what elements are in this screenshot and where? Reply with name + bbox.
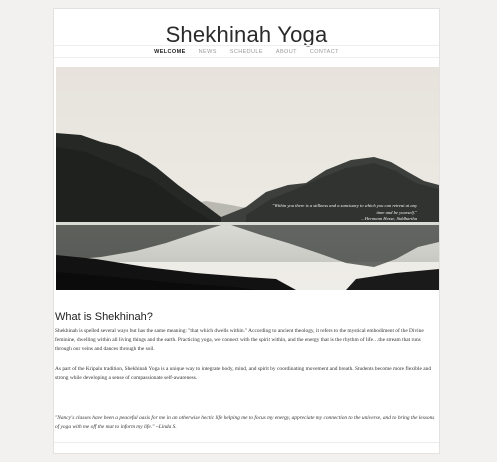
hero-quote-text: "Within you there is a stillness and a sanctuary to which you can retreat at any time and be yourself.": [272, 203, 417, 215]
kripalu-paragraph: As part of the Kripalu tradition, Shekhinah Yoga is a unique way to integrate body, mind, and spirit by coordinating movement and breath. Students become more flexible and strong while developing a sense of compassionate self-awareness.: [55, 366, 432, 381]
nav-news[interactable]: NEWS: [198, 48, 217, 55]
nav-contact[interactable]: CONTACT: [309, 48, 339, 55]
intro-paragraph: Shekhinah is spelled several ways but has the same meaning: "that which dwells within." According to ancient theology, it refers to the mystical embodiment of the Divine feminine, dwelling within all living things and the earth. Practicing yoga, we connect with the spirit within, and the energy that is the rhythm of life…the stream that runs through our veins and dances through the soil.: [55, 328, 424, 352]
hero-quote-attribution: – Hermann Hesse, Siddhartha: [361, 216, 417, 222]
section-heading: What is Shekhinah?: [55, 311, 153, 323]
hero-quote: [267, 203, 417, 223]
nav-about[interactable]: ABOUT: [275, 48, 297, 55]
testimonial-quote: "Nancy's classes have been a peaceful oasis for me in an otherwise hectic life helping me to focus my energy, appreciate my connection to the universe, and to bring the lessons of yoga with me off the mat to inform my life." ~Linda S.: [55, 415, 435, 430]
site-title[interactable]: Shekhinah Yoga: [165, 22, 328, 47]
lake-mountain-photo: [56, 67, 439, 290]
hero-image: [56, 67, 439, 290]
nav-welcome[interactable]: WELCOME: [154, 48, 186, 55]
nav-schedule[interactable]: SCHEDULE: [229, 48, 263, 55]
footer-divider: [54, 442, 439, 443]
main-nav: [54, 45, 439, 58]
page-container: [53, 8, 440, 454]
